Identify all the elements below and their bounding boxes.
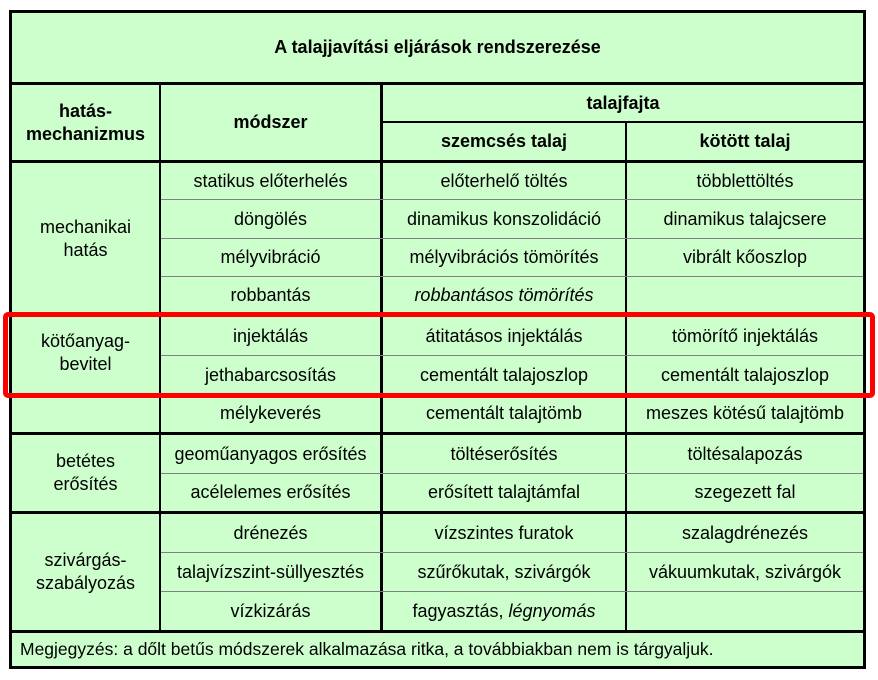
group-label-mechanical — [12, 163, 159, 314]
cell-granular: előterhelő töltés — [440, 170, 568, 191]
cell-cohesive: cementált talajoszlop — [660, 364, 830, 385]
header-method: módszer — [233, 112, 308, 132]
header-mechanism-line1: hatás- — [58, 100, 112, 121]
cell-method: mélykeverés — [219, 403, 322, 423]
cell-method: talajvízszint-süllyesztés — [176, 561, 365, 582]
cell-cohesive: meszes kötésű talajtömb — [645, 403, 845, 423]
cell-cohesive: szalagdrénezés — [681, 522, 809, 543]
group-label-line2: erősítés — [53, 474, 118, 494]
header-mechanism — [12, 85, 159, 160]
cell-granular: szűrőkutak, szivárgók — [417, 561, 591, 582]
cell-granular: vízszintes furatok — [434, 522, 574, 543]
cell-granular-mixed — [383, 592, 625, 630]
cell-granular-text: fagyasztás, — [412, 600, 509, 621]
header-soil-type: talajfajta — [586, 92, 660, 113]
footnote: Megjegyzés: a dőlt betűs módszerek alkalmazása ritka, a továbbiakban nem is tárgyaljuk. — [20, 639, 714, 659]
header-mechanism-line2: mechanizmus — [25, 123, 146, 144]
group-label-line2: szabályozás — [35, 573, 136, 593]
cell-granular: átitatásos injektálás — [425, 325, 583, 346]
cell-cohesive: vibrált kőoszlop — [682, 247, 808, 267]
cell-granular: dinamikus konszolidáció — [406, 208, 602, 229]
cell-method: vízkizárás — [230, 600, 311, 621]
cell-cohesive: vákuumkutak, szivárgók — [648, 561, 842, 582]
cell-cohesive: tömörítő injektálás — [671, 325, 819, 346]
group-label-line1: kötőanyag- — [40, 330, 131, 351]
header-cohesive: kötött talaj — [699, 131, 791, 151]
cell-granular-rare: robbantásos tömörítés — [414, 285, 594, 305]
cell-cohesive: többlettöltés — [696, 170, 794, 191]
cell-cohesive: töltésalapozás — [687, 443, 803, 464]
cell-granular: cementált talajoszlop — [419, 364, 589, 385]
cell-method: robbantás — [230, 285, 311, 305]
cell-granular: mélyvibrációs tömörítés — [409, 247, 599, 267]
cell-method: döngölés — [233, 208, 308, 229]
cell-cohesive-empty — [627, 592, 863, 630]
header-granular: szemcsés talaj — [440, 131, 568, 151]
cell-method: statikus előterhelés — [193, 170, 348, 191]
cell-method: mélyvibráció — [220, 247, 321, 267]
table-title: A talajjavítási eljárások rendszerezése — [274, 37, 601, 57]
group-label-binder — [12, 317, 159, 432]
group-label-line2: hatás — [63, 239, 108, 260]
cell-cohesive-empty — [627, 277, 863, 314]
cell-granular: töltéserősítés — [450, 443, 558, 464]
group-label-line1: szivárgás- — [44, 550, 127, 570]
group-label-line1: mechanikai — [39, 216, 132, 237]
cell-method: drénezés — [233, 522, 308, 543]
cell-granular-rare: légnyomás — [508, 600, 596, 621]
classification-table — [9, 10, 866, 669]
cell-granular: erősített talajtámfal — [427, 482, 581, 502]
cell-method: acélelemes erősítés — [190, 482, 351, 502]
cell-method: jethabarcsosítás — [204, 364, 337, 385]
group-label-line2: bevitel — [59, 353, 112, 374]
cell-cohesive: dinamikus talajcsere — [663, 208, 827, 229]
group-label-line1: betétes — [55, 451, 116, 471]
group-label-drainage — [12, 514, 159, 630]
cell-method: geoműanyagos erősítés — [174, 443, 367, 464]
cell-cohesive: szegezett fal — [694, 482, 796, 502]
cell-method: injektálás — [232, 325, 309, 346]
group-label-reinforcement — [12, 435, 159, 511]
cell-granular: cementált talajtömb — [425, 403, 583, 423]
